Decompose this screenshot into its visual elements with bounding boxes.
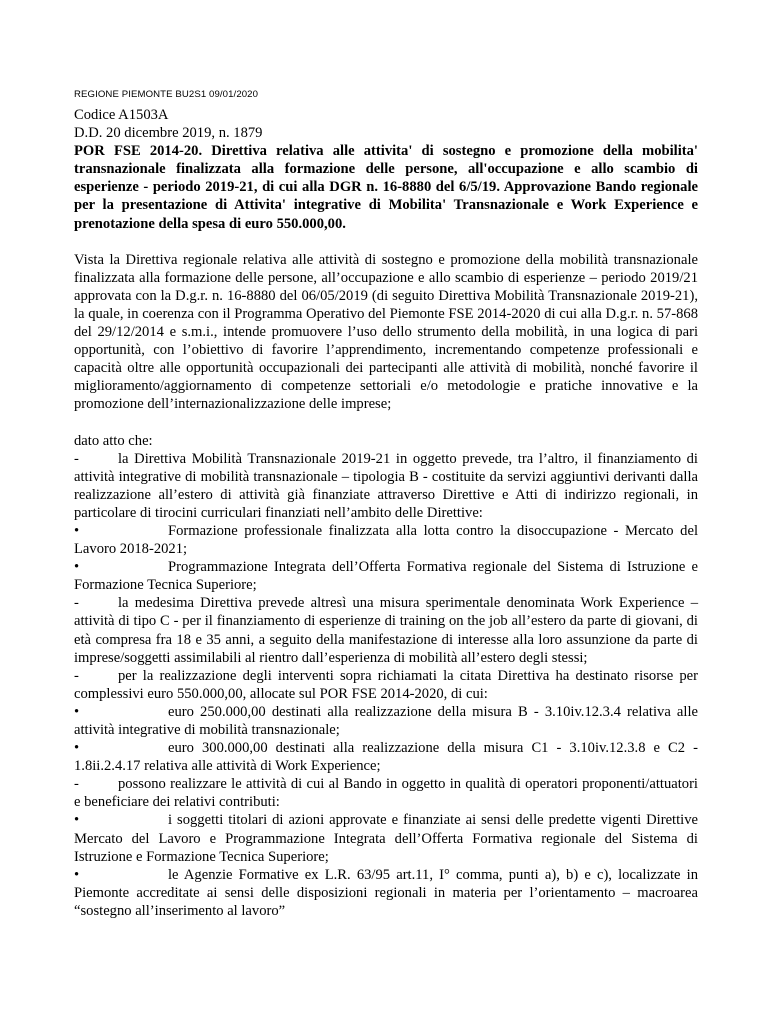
list-item-text: per la realizzazione degli interventi sopra richiamati la citata Direttiva ha destinato risorse per complessivi euro 550.000,00, allocate sul POR FSE 2014-2020, di cui:: [74, 667, 698, 702]
bullet-marker: •: [74, 812, 80, 829]
list-item: [74, 667, 698, 703]
bullet-marker: •: [74, 559, 80, 576]
list-item-text: le Agenzie Formative ex L.R. 63/95 art.11, I° comma, punti a), b) e c), localizzate in Piemonte accreditate ai sensi delle disposizioni regionali in materia per l’orientamento – macroarea “sostegno all’inserimento al lavoro”: [74, 866, 698, 919]
bullet-marker: •: [74, 740, 80, 757]
document-code: Codice A1503A: [74, 107, 169, 123]
list-item-text: Programmazione Integrata dell’Offerta Formativa regionale del Sistema di Istruzione e Formazione Tecnica Superiore;: [74, 559, 698, 594]
bullet-marker: •: [74, 866, 80, 883]
list-item-text: Formazione professionale finalizzata alla lotta contro la disoccupazione - Mercato del Lavoro 2018-2021;: [74, 522, 698, 558]
determination-number: D.D. 20 dicembre 2019, n. 1879: [74, 125, 263, 142]
dash-marker: -: [74, 776, 79, 793]
dato-atto-heading: dato atto che:: [74, 432, 153, 449]
bullet-marker: •: [74, 522, 80, 539]
list-item-text: la medesima Direttiva prevede altresì una misura sperimentale denominata Work Experience – attività di tipo C - per il finanziamento di esperienze di training on the job all’estero da parte di giovani, di età compresa fra 18 e 35 anni, a seguito della manifestazione di interesse alla loro assunzione da parte di imprese/soggetti assimilabili al rientro dall’esperienza di mobilità all’estero degli stessi;: [74, 595, 698, 666]
spacer: [74, 414, 698, 432]
list-item: [74, 866, 698, 920]
running-header: REGIONE PIEMONTE BU2S1 09/01/2020: [74, 89, 259, 100]
list-item: [74, 739, 698, 775]
dash-marker: -: [74, 667, 79, 684]
document-body: [74, 106, 698, 920]
list-item-text: possono realizzare le attività di cui al Bando in oggetto in qualità di operatori proponenti/attuatori e beneficiare dei relativi contributi:: [74, 776, 698, 811]
list-item-text: la Direttiva Mobilità Transnazionale 2019-21 in oggetto prevede, tra l’altro, il finanziamento di attività integrative di mobilità transnazionale – tipologia B - costituite da servizi aggiuntivi derivanti dalla realizzazione all’estero di attività già finanziate attraverso Direttive e Atti di indirizzo regionali, in particolare di tirocini curriculari finanziati nell’ambito delle Direttive:: [74, 450, 698, 521]
considerations-list: [74, 450, 698, 920]
list-item-text: euro 250.000,00 destinati alla realizzazione della misura B - 3.10iv.12.3.4 relativa alle attività integrative di mobilità transnazionale;: [74, 703, 698, 738]
dash-marker: -: [74, 450, 79, 467]
list-item-text: i soggetti titolari di azioni approvate e finanziate ai sensi delle predette vigenti Direttive Mercato del Lavoro e Programmazione Integrata dell’Offerta Formativa regionale del Sistema di Istruzione e Formazione Tecnica Superiore;: [74, 812, 698, 865]
list-item: [74, 522, 698, 558]
list-item: [74, 811, 698, 865]
list-item: [74, 775, 698, 811]
spacer: [74, 233, 698, 251]
list-item-text: euro 300.000,00 destinati alla realizzazione della misura C1 - 3.10iv.12.3.8 e C2 - 1.8ii.2.4.17 relativa alle attività di Work Experience;: [74, 740, 698, 775]
list-item: [74, 558, 698, 594]
list-item: [74, 703, 698, 739]
document-title: POR FSE 2014-20. Direttiva relativa alle attivita' di sostegno e promozione della mobilita' transnazionale finalizzata alla formazione delle persone, all'occupazione e allo scambio di esperienze - periodo 2019-21, di cui alla DGR n. 16-8880 del 6/5/19. Approvazione Bando regionale per la presentazione di Attivita' integrative di Mobilita' Transnazionale e Work Experience e prenotazione della spesa di euro 550.000,00.: [74, 143, 698, 232]
list-item: [74, 594, 698, 666]
bullet-marker: •: [74, 703, 80, 720]
vista-paragraph: Vista la Direttiva regionale relativa alle attività di sostegno e promozione della mobilità transnazionale finalizzata alla formazione delle persone, all’occupazione e allo scambio di esperienze – periodo 2019/21 approvata con la D.g.r. n. 16-8880 del 06/05/2019 (di seguito Direttiva Mobilità Transnazionale 2019-21), la quale, in coerenza con il Programma Operativo del Piemonte FSE 2014-2020 di cui alla D.g.r. n. 57-868 del 29/12/2014 e s.m.i., intende promuovere l’uso dello strumento della mobilità, in una logica di pari opportunità, con l’obiettivo di favorire l’apprendimento, incrementando competenze professionali e capacità oltre alle opportunità occupazionali dei partecipanti alle attività di mobilità, nonché favorire il miglioramento/aggiornamento di competenze settoriali e/o metodologie e pratiche innovative e la promozione dell’internazionalizzazione delle imprese;: [74, 251, 698, 413]
dash-marker: -: [74, 595, 79, 612]
list-item: [74, 450, 698, 522]
